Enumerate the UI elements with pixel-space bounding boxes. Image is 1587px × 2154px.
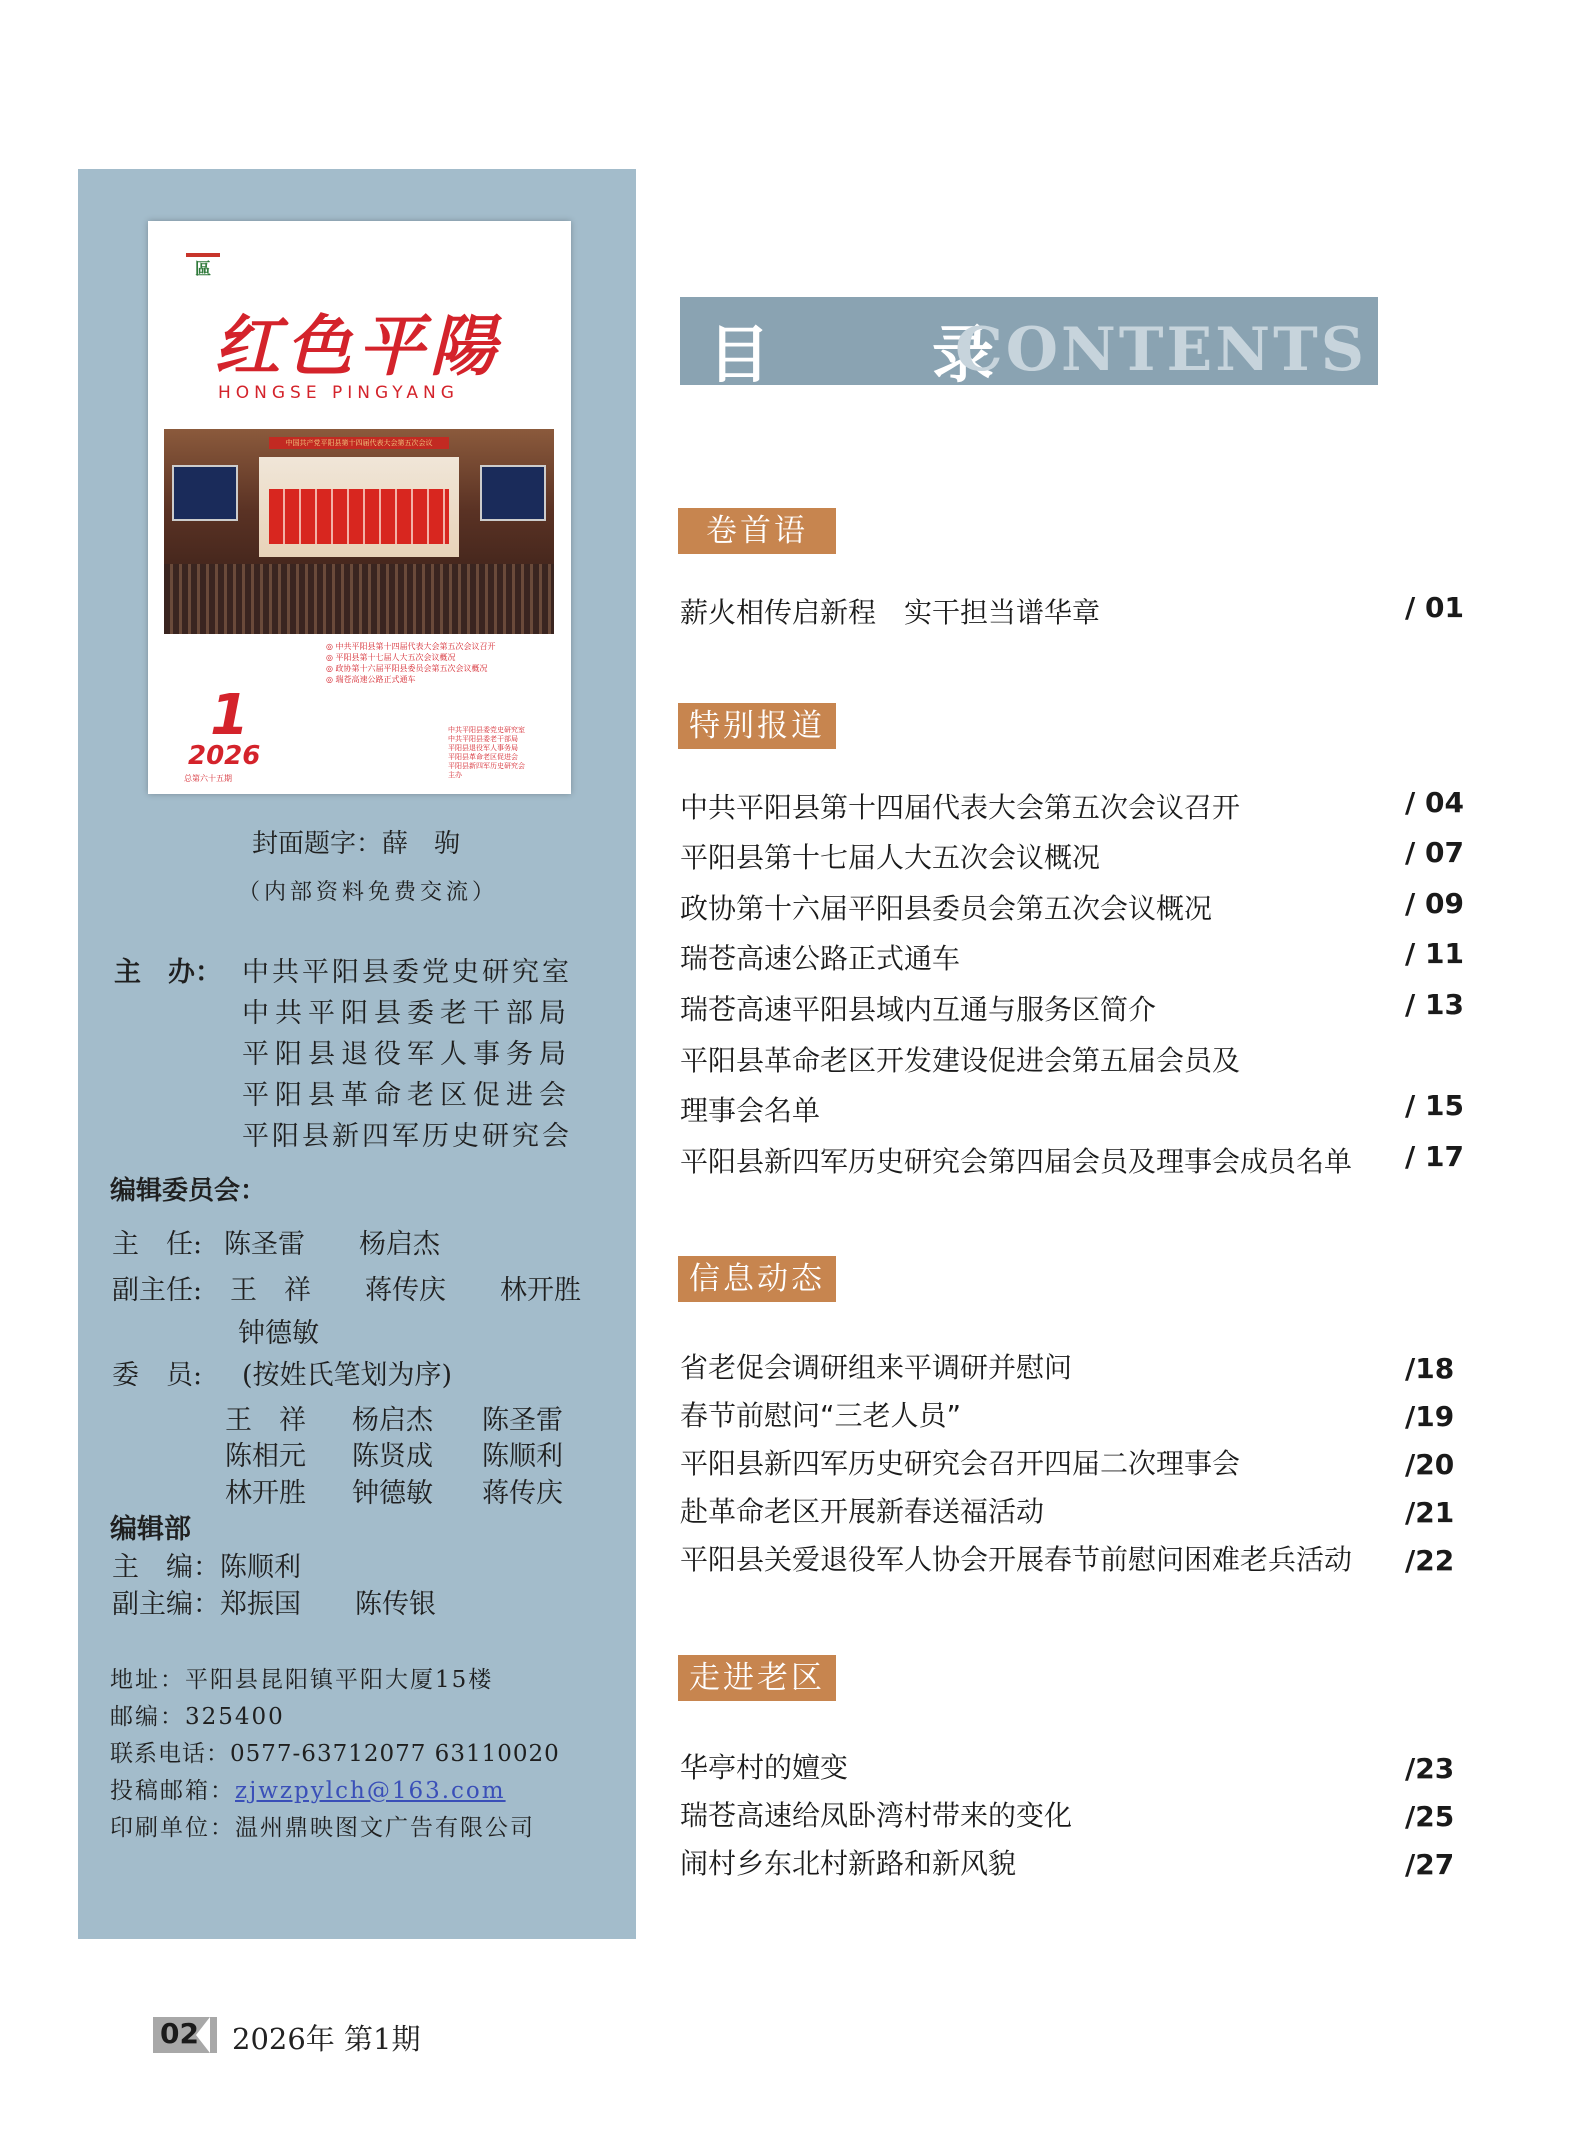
toc-entry[interactable]: 中共平阳县第十四届代表大会第五次会议召开 xyxy=(680,791,1241,824)
toc-entry[interactable]: 平阳县新四军历史研究会第四届会员及理事会成员名单 xyxy=(680,1145,1353,1178)
cover-logo-mark: 區 xyxy=(186,253,220,283)
member-name: 蒋传庆 xyxy=(482,1478,563,1509)
committee-heading: 编辑委员会： xyxy=(110,1176,267,1206)
vice-director-label: 副主任: xyxy=(112,1275,203,1306)
email-link[interactable]: zjwzpylch@163.com xyxy=(235,1778,506,1804)
vice-directors: 钟德敏 xyxy=(238,1318,319,1349)
section-tag: 卷首语 xyxy=(678,508,836,554)
cover-bullet: ◎ 平阳县第十七届人大五次会议概况 xyxy=(326,653,456,662)
toc-page: / 09 xyxy=(1405,887,1464,920)
cover-flags xyxy=(269,489,449,544)
cover-issue-number: 1 xyxy=(210,683,249,748)
cover-org-suffix: 主办 xyxy=(448,771,462,779)
toc-entry[interactable]: 平阳县革命老区开发建设促进会第五届会员及 xyxy=(680,1044,1241,1077)
toc-entry[interactable]: 平阳县新四军历史研究会召开四届二次理事会 xyxy=(680,1447,1241,1480)
toc-entry[interactable]: 政协第十六届平阳县委员会第五次会议概况 xyxy=(680,892,1213,925)
toc-entry[interactable]: 瑞苍高速给凤卧湾村带来的变化 xyxy=(680,1799,1073,1832)
toc-page: / 07 xyxy=(1405,836,1464,869)
toc-entry[interactable]: 理事会名单 xyxy=(680,1094,821,1127)
cover-org: 中共平阳县委老干部局 xyxy=(448,735,518,743)
email-line xyxy=(110,1772,506,1805)
section-tag: 特别报道 xyxy=(678,703,836,749)
toc-entry[interactable]: 瑞苍高速平阳县域内互通与服务区简介 xyxy=(680,993,1157,1026)
host-item: 平阳县革命老区促进会 xyxy=(242,1080,572,1111)
host-item: 中共平阳县委老干部局 xyxy=(242,998,572,1029)
section-tag: 信息动态 xyxy=(678,1256,836,1302)
toc-page: / 13 xyxy=(1405,988,1464,1021)
section-tag: 走进老区 xyxy=(678,1655,836,1701)
page-number: 02 xyxy=(160,2017,199,2050)
toc-page: /22 xyxy=(1405,1544,1455,1577)
cover-audience xyxy=(164,564,554,634)
editorial-heading: 编辑部 xyxy=(110,1514,191,1545)
member-name: 钟德敏 xyxy=(352,1478,433,1509)
toc-page: / 01 xyxy=(1405,591,1464,624)
toc-page: /23 xyxy=(1405,1752,1455,1785)
address: 地址：平阳县昆阳镇平阳大厦15楼 xyxy=(110,1667,494,1693)
contents-title-en: CONTENTS xyxy=(955,315,1368,385)
cover-title: 红色平陽 xyxy=(214,307,502,385)
cover-inscription: 封面题字：薛 驹 xyxy=(252,829,461,859)
toc-entry[interactable]: 春节前慰问“三老人员” xyxy=(680,1399,962,1432)
deputy-editors: 副主编：郑振国 陈传银 xyxy=(112,1589,436,1620)
cover-issue-total: 总第六十五期 xyxy=(184,774,232,783)
members-note: (按姓氏笔划为序) xyxy=(242,1360,453,1391)
cover-bullet: ◎ 中共平阳县第十四届代表大会第五次会议召开 xyxy=(326,642,496,651)
cover-org: 中共平阳县委党史研究室 xyxy=(448,726,525,734)
toc-page: / 15 xyxy=(1405,1089,1464,1122)
cover-screen-left xyxy=(172,465,238,521)
directors: 陈圣雷 杨启杰 xyxy=(224,1229,440,1260)
cover-photo xyxy=(164,429,554,634)
host-item: 平阳县退役军人事务局 xyxy=(242,1039,572,1070)
cover-image xyxy=(148,221,571,794)
toc-page: / 17 xyxy=(1405,1140,1464,1173)
internal-note: （内部资料免费交流） xyxy=(238,880,499,905)
phone: 联系电话：0577-63712077 63110020 xyxy=(110,1741,560,1767)
toc-page: / 04 xyxy=(1405,786,1464,819)
cover-screen-right xyxy=(480,465,546,521)
cover-org: 平阳县新四军历史研究会 xyxy=(448,762,525,770)
printer: 印刷单位：温州鼎映图文广告有限公司 xyxy=(110,1815,535,1841)
member-name: 杨启杰 xyxy=(352,1405,433,1436)
cover-bullet-list xyxy=(326,641,556,685)
cover-orgs xyxy=(448,726,548,780)
toc-page: /20 xyxy=(1405,1448,1455,1481)
toc-entry[interactable]: 平阳县第十七届人大五次会议概况 xyxy=(680,841,1101,874)
cover-subtitle: HONGSE PINGYANG xyxy=(218,383,459,403)
toc-page: /19 xyxy=(1405,1400,1455,1433)
toc-page: / 11 xyxy=(1405,937,1464,970)
postcode: 邮编：325400 xyxy=(110,1704,285,1730)
member-name: 林开胜 xyxy=(225,1478,306,1509)
toc-page: /21 xyxy=(1405,1496,1455,1529)
toc-entry[interactable]: 薪火相传启新程 实干担当谱华章 xyxy=(680,596,1101,629)
vice-directors: 王 祥 蒋传庆 林开胜 xyxy=(230,1275,581,1306)
toc-page: /25 xyxy=(1405,1800,1455,1833)
toc-entry[interactable]: 瑞苍高速公路正式通车 xyxy=(680,942,961,975)
cover-banner xyxy=(269,437,449,449)
director-label: 主 任: xyxy=(112,1229,203,1260)
cover-issue-year: 2026 xyxy=(188,741,261,771)
chief-editor: 主 编：陈顺利 xyxy=(112,1552,301,1583)
member-name: 王 祥 xyxy=(225,1405,306,1436)
cover-bullet: ◎ 政协第十六届平阳县委员会第五次会议概况 xyxy=(326,664,488,673)
member-name: 陈顺利 xyxy=(482,1441,563,1472)
footer-issue: 2026年 第1期 xyxy=(232,2022,421,2056)
toc-entry[interactable]: 闹村乡东北村新路和新风貌 xyxy=(680,1847,1017,1880)
toc-entry[interactable]: 平阳县关爱退役军人协会开展春节前慰问困难老兵活动 xyxy=(680,1543,1353,1576)
cover-org: 平阳县革命老区促进会 xyxy=(448,753,518,761)
host-label: 主 办： xyxy=(114,957,222,988)
host-item: 中共平阳县委党史研究室 xyxy=(242,957,572,988)
cover-banner-text: 中国共产党平阳县第十四届代表大会第五次会议 xyxy=(285,439,433,447)
page-badge-chevron xyxy=(196,2017,210,2053)
toc-page: /27 xyxy=(1405,1848,1455,1881)
cover-bullet: ◎ 瑞苍高速公路正式通车 xyxy=(326,675,416,684)
toc-page: /18 xyxy=(1405,1352,1455,1385)
host-item: 平阳县新四军历史研究会 xyxy=(242,1121,572,1152)
toc-entry[interactable]: 华亭村的嬗变 xyxy=(680,1751,849,1784)
member-name: 陈相元 xyxy=(225,1441,306,1472)
member-name: 陈贤成 xyxy=(352,1441,433,1472)
toc-entry[interactable]: 赴革命老区开展新春送福活动 xyxy=(680,1495,1045,1528)
members-label: 委 员: xyxy=(112,1360,203,1391)
email-label: 投稿邮箱： xyxy=(110,1778,235,1804)
member-name: 陈圣雷 xyxy=(482,1405,563,1436)
contents-title-cn: 目 录 xyxy=(708,318,1045,391)
cover-org: 平阳县退役军人事务局 xyxy=(448,744,518,752)
toc-entry[interactable]: 省老促会调研组来平调研并慰问 xyxy=(680,1351,1073,1384)
